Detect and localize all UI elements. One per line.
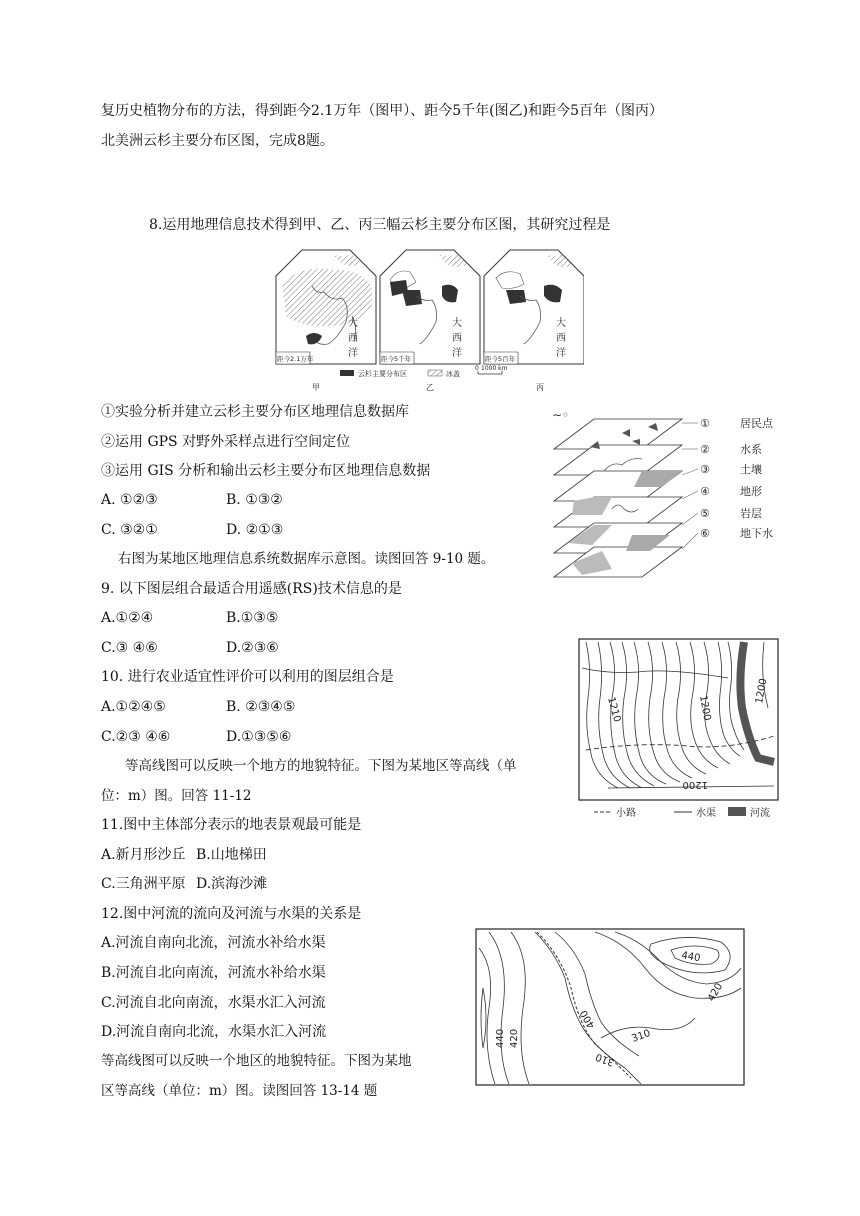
intro-line-2: 北美洲云杉主要分布区图，完成8题。 [101, 133, 334, 149]
ocean-char-3: 洋 [348, 348, 358, 359]
gis-layer-label-6: 地下水 [740, 527, 773, 540]
gis-layer-num-6: ⑥ [700, 527, 710, 540]
q9-stem: 9. 以下图层组合最适合用遥感(RS)技术信息的是 [101, 581, 402, 597]
contour-map-terraces [578, 638, 784, 822]
ocean-char-2: 西 [348, 333, 358, 344]
intro-line-1: 复历史植物分布的方法，得到距今2.1万年（图甲）、距今5千年(图乙)和距今5百年（图丙） [101, 103, 664, 119]
q11-option-a: A.新月形沙丘 [101, 847, 186, 863]
ocean-char-2c: 西 [556, 333, 566, 344]
q8-option-d: D. ②①③ [226, 522, 284, 538]
q10-stem: 10. 进行农业适宜性评价可以利用的图层组合是 [101, 669, 394, 685]
contour2-label-3: 400 [578, 1007, 598, 1030]
gis-layer-label-3: 土壤 [740, 463, 762, 476]
gis-layer-label-5: 岩层 [740, 507, 762, 520]
q8-stem: 8.运用地理信息技术得到甲、乙、丙三幅云杉主要分布区图，其研究过程是 [149, 217, 611, 233]
q8-statement-3: ③运用 GIS 分析和输出云杉主要分布区地理信息数据 [101, 463, 431, 479]
q12-option-a: A.河流自南向北流，河流水补给水渠 [101, 935, 326, 951]
legend-ice-label: 冰盖 [446, 370, 460, 378]
contour-intro-1-line-1: 等高线图可以反映一个地方的地貌特征。下图为某地区等高线（单 [125, 758, 517, 774]
legend-path: 小路 [616, 808, 636, 819]
gis-layer-num-4: ④ [700, 485, 710, 498]
gis-layers-diagram [552, 405, 792, 579]
q11-option-b: B.山地梯田 [196, 847, 267, 863]
gis-layer-label-1: 居民点 [740, 417, 773, 430]
svg-text:∼◦: ∼◦ [552, 408, 570, 422]
gis-intro: 右图为某地区地理信息系统数据库示意图。读图回答 9-10 题。 [118, 551, 495, 567]
ocean-char-3c: 洋 [556, 348, 566, 359]
contour2-label-7: 420 [509, 1028, 520, 1048]
q12-option-c: C.河流自北向南流，水渠水汇入河流 [101, 995, 326, 1011]
map-corner-label-jia: 距今2.1万年 [277, 355, 314, 363]
contour1-label-1: 1210 [605, 695, 623, 724]
gis-layer-num-5: ⑤ [700, 507, 710, 520]
gis-layer-num-1: ① [700, 417, 710, 430]
q12-stem: 12.图中河流的流向及河流与水渠的关系是 [101, 906, 362, 922]
contour1-label-3: 1200 [754, 677, 770, 705]
legend-spruce-label: 云杉主要分布区 [358, 370, 407, 378]
gis-layer-label-2: 水系 [740, 443, 762, 456]
map-corner-label-bing: 距今5百年 [485, 355, 516, 363]
q11-stem: 11.图中主体部分表示的地表景观最可能是 [101, 817, 362, 833]
q10-option-d: D.①③⑤⑥ [226, 729, 292, 745]
q11-option-c: C.三角洲平原 [101, 876, 186, 892]
gis-layer-num-2: ② [700, 443, 710, 456]
contour-intro-1-line-2: 位：m）图。回答 11-12 [101, 788, 252, 804]
contour1-label-2: 1200 [697, 694, 713, 722]
contour2-label-2: 420 [706, 981, 726, 1004]
contour2-label-4: 310 [630, 1027, 652, 1045]
q8-statement-2: ②运用 GPS 对野外采样点进行空间定位 [101, 434, 351, 450]
scale-text: 1000 km [481, 365, 508, 372]
map-panel-bing [484, 250, 584, 364]
scale-zero: 0 [475, 365, 479, 372]
contour1-label-4: 1200 [682, 779, 708, 790]
contour2-label-5: 310 [594, 1050, 617, 1068]
ocean-char-1c: 大 [556, 318, 566, 329]
ocean-char-2b: 西 [452, 333, 462, 344]
map-corner-label-yi: 距今5千年 [381, 355, 412, 363]
map-panel-jia [276, 250, 376, 364]
q10-option-b: B. ②③④⑤ [226, 699, 296, 715]
legend-river: 河流 [750, 808, 770, 819]
panel-label-bing: 丙 [536, 383, 544, 392]
q12-option-d: D.河流自南向北流，水渠水汇入河流 [101, 1024, 327, 1040]
panel-label-jia: 甲 [312, 383, 320, 392]
q10-option-c: C.②③ ④⑥ [101, 729, 171, 745]
q9-option-b: B.①③⑤ [226, 610, 279, 626]
contour2-label-1: 440 [680, 950, 702, 965]
ocean-char-3b: 洋 [452, 348, 462, 359]
q8-option-c: C. ③②① [101, 522, 158, 538]
gis-layer-num-3: ③ [700, 463, 710, 476]
contour-intro-2-line-2: 区等高线（单位：m）图。读图回答 13-14 题 [101, 1083, 378, 1099]
q9-option-a: A.①②④ [101, 610, 154, 626]
q8-statement-1: ①实验分析并建立云杉主要分布区地理信息数据库 [101, 404, 409, 420]
gis-layer-label-4: 地形 [740, 485, 762, 498]
spruce-distribution-maps [272, 246, 584, 394]
contour-map-valley [475, 928, 747, 1088]
q11-option-d: D.滨海沙滩 [196, 876, 268, 892]
q12-option-b: B.河流自北向南流，河流水补给水渠 [101, 965, 326, 981]
contour-intro-2-line-1: 等高线图可以反映一个地区的地貌特征。下图为某地 [101, 1053, 412, 1069]
q8-option-b: B. ①③② [226, 492, 283, 508]
legend-ice-swatch [428, 370, 442, 376]
contour2-label-6: 440 [495, 1028, 506, 1048]
map-panel-yi [380, 250, 480, 364]
q10-option-a: A.①②④⑤ [101, 699, 166, 715]
q8-option-a: A. ①②③ [101, 492, 158, 508]
legend-spruce-swatch [340, 370, 354, 376]
q9-option-d: D.②③⑥ [226, 640, 279, 656]
ocean-char-1b: 大 [452, 318, 462, 329]
panel-label-yi: 乙 [426, 383, 434, 392]
q9-option-c: C.③ ④⑥ [101, 640, 158, 656]
legend-canal: 水渠 [696, 808, 716, 819]
ocean-char-1: 大 [348, 318, 358, 329]
